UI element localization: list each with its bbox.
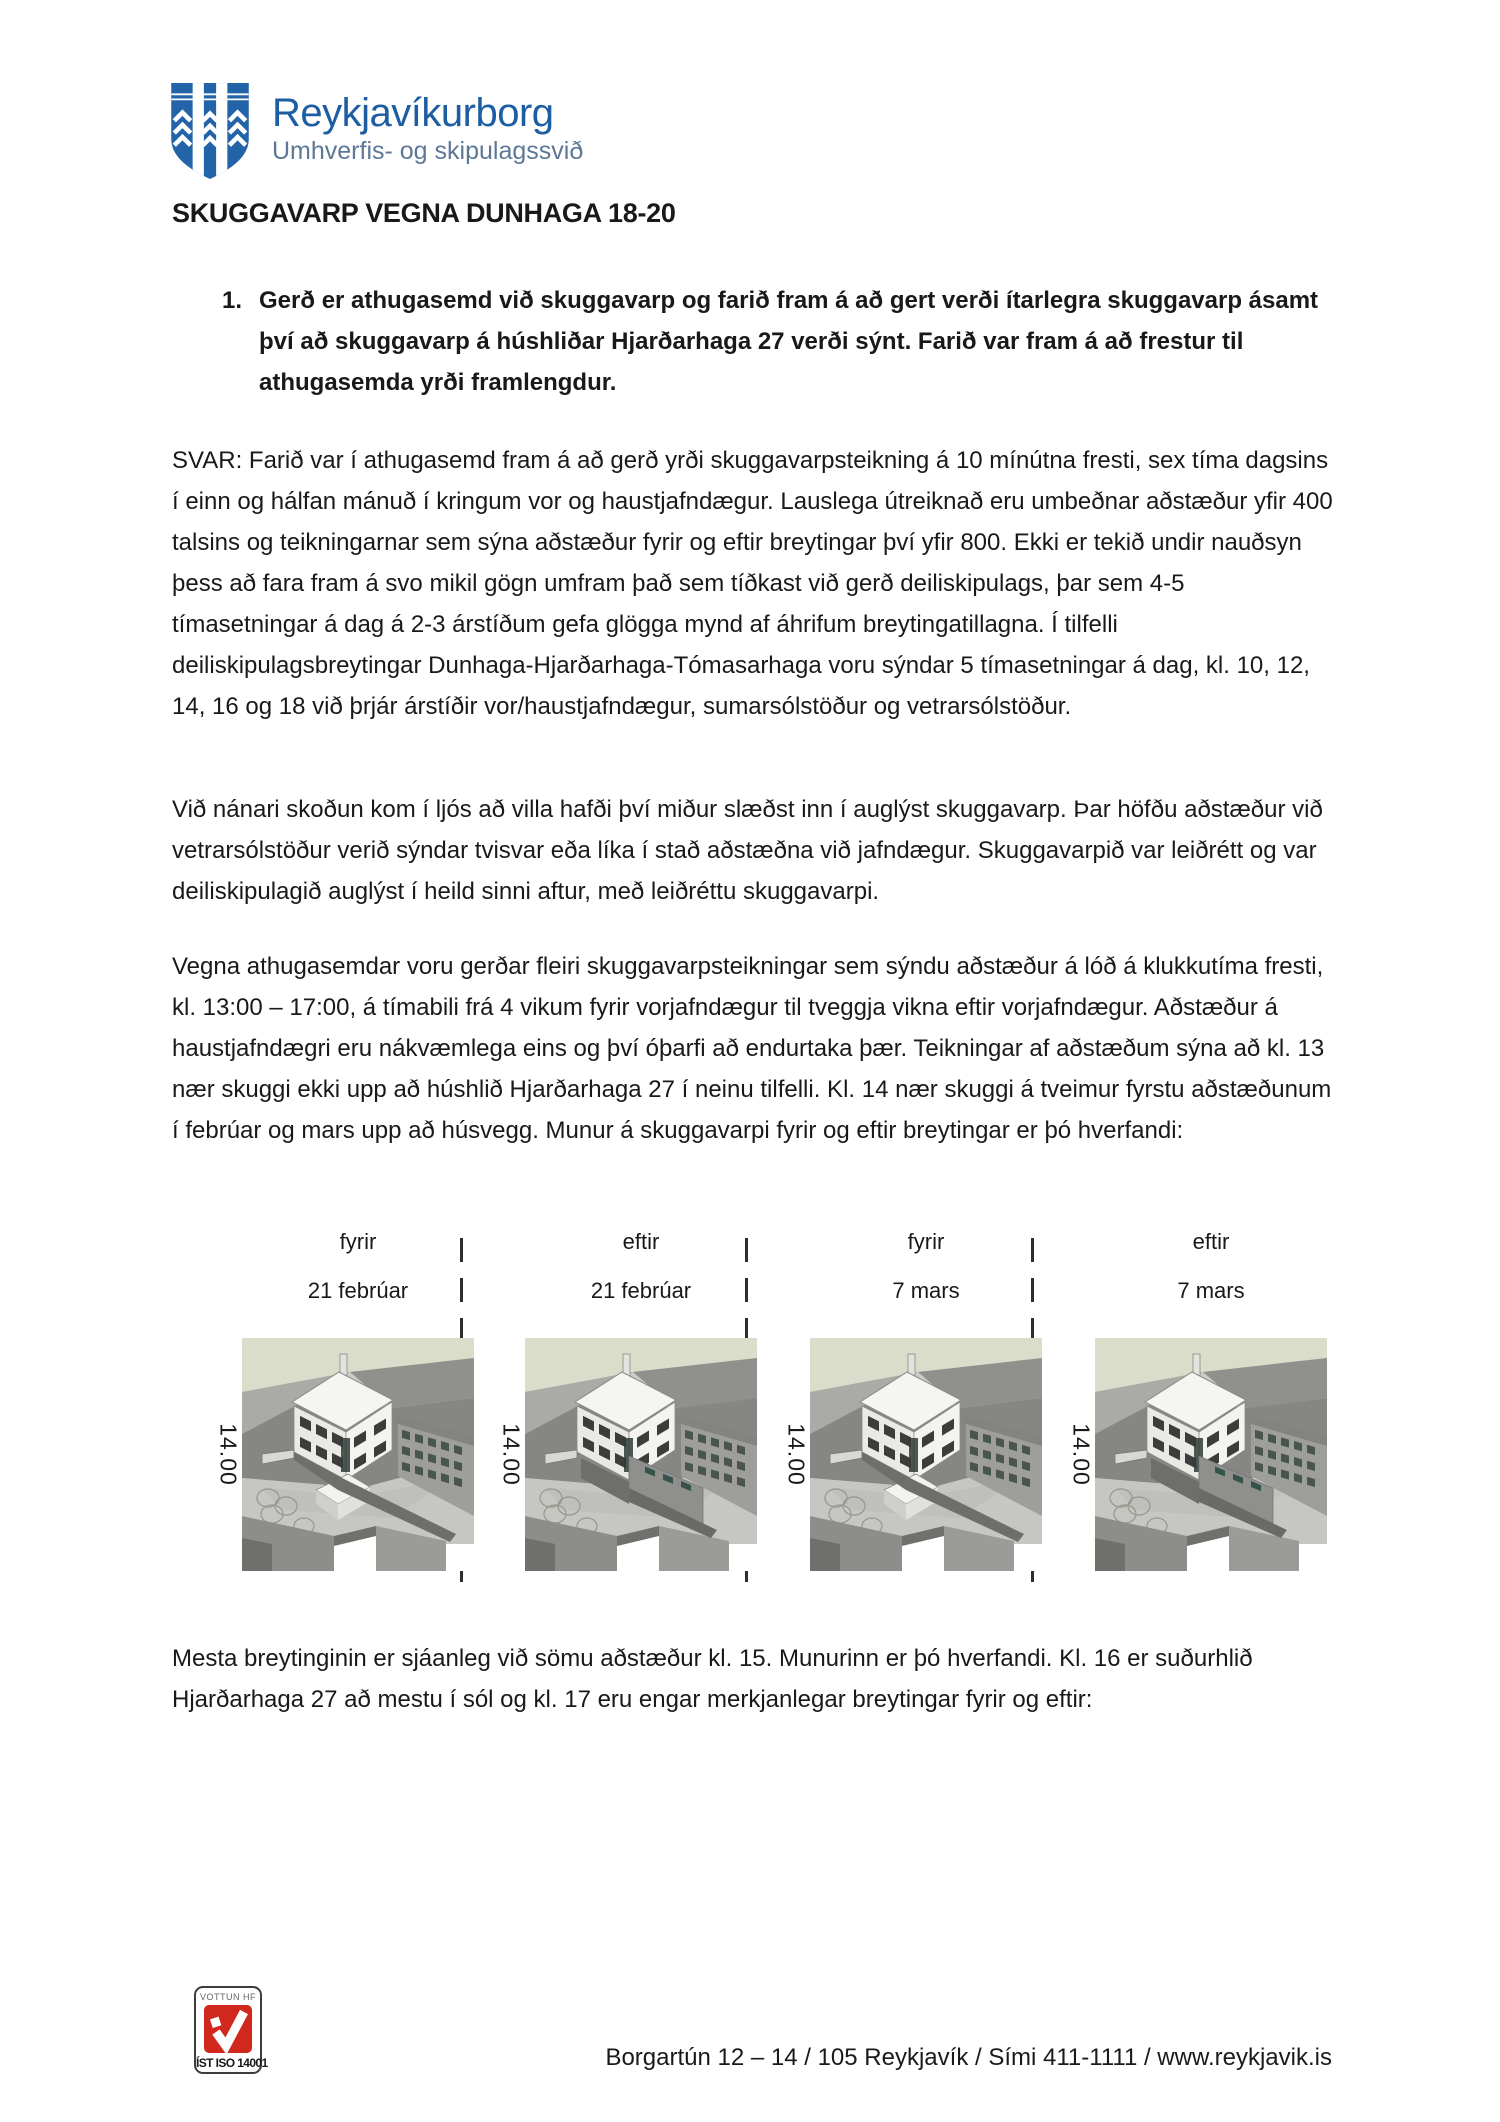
panel-time-label: 14.00	[215, 1423, 242, 1486]
panel-phase-label: fyrir	[907, 1229, 945, 1254]
paragraph-third: Vegna athugasemdar voru gerðar fleiri skuggavarpsteikningar sem sýndu aðstæður á lóð á klukkutíma fresti, kl. 13:00 – 17:00, á tímabili frá 4 vikum fyrir vorjafndægur til tveggja vikna eftir vorjafndægur. Aðstæður á haustjafndægri eru nákvæmlega eins og því óþarfi að endurtaka þær. Teikningar af aðstæðum sýna að kl. 13 nær skuggi ekki upp að húshlið Hjarðarhaga 27 í neinu tilfelli. Kl. 14 nær skuggi á tveimur fyrstu aðstæðunum í febrúar og mars upp að húsvegg. Munur á skuggavarpi fyrir og eftir breytingar er þó hverfandi:	[172, 953, 1332, 1144]
letterhead	[168, 80, 583, 182]
figure-panel-fyrir-21feb	[215, 1229, 474, 1574]
panel-date-label: 21 febrúar	[590, 1278, 692, 1303]
list-item-number: 1.	[222, 287, 243, 314]
shadow-render-image	[525, 1338, 757, 1571]
panel-date-label: 7 mars	[892, 1278, 960, 1303]
shadow-render-image	[810, 1338, 1042, 1571]
panel-time-label: 14.00	[498, 1423, 525, 1486]
closing-paragraph: Mesta breytinginin er sjáanleg við sömu aðstæður kl. 15. Munurinn er þó hverfandi. Kl. 16 er suðurhlið Hjarðarhaga 27 að mestu í sól og kl. 17 eru engar merkjanlegar breytingar fyrir og eftir:	[172, 1645, 1253, 1713]
panel-phase-label: eftir	[622, 1229, 660, 1254]
list-item-text: Gerð er athugasemd við skuggavarp og farið fram á að gert verði ítarlegra skuggavarp ásamt því að skuggavarp á húshliðar Hjarðarhaga 27 verði sýnt. Farið var fram á að frestur til athugasemda yrði framlengdur.	[259, 287, 1319, 396]
iso-badge-bottom-label: ÍST ISO 14001	[196, 2056, 268, 2070]
footer-address: Borgartún 12 – 14 / 105 Reykjavík / Sími 411-1111 / www.reykjavik.is	[605, 2044, 1332, 2071]
shadow-render-image	[1095, 1338, 1327, 1571]
logo-text	[272, 80, 583, 166]
paragraph-svar: SVAR: Farið var í athugasemd fram á að gerð yrði skuggavarpsteikning á 10 mínútna fresti, sex tíma dagsins í einn og hálfan mánuð í kringum vor og haustjafndægur. Lauslega útreiknað eru umbeðnar aðstæður yfir 400 talsins og teikningarnar sem sýna aðstæður fyrir og eftir breytingar því yfir 800. Ekki er tekið undir nauðsyn þess að fara fram á svo mikil gögn umfram það sem tíðkast við gerð deiliskipulags, þar sem 4-5 tímasetningar á dag á 2-3 árstíðum gefa glögga mynd af áhrifum breytingatillagna. Í tilfelli deiliskipulagsbreytingar Dunhaga-Hjarðarhaga-Tómasarhaga voru sýndar 5 tímasetningar á dag, kl. 10, 12, 14, 16 og 18 við þrjár árstíðir vor/haustjafndægur, sumarsólstöður og vetrarsólstöður.	[172, 447, 1333, 720]
figure-panel-eftir-7mars	[1068, 1229, 1327, 1574]
panel-time-label: 14.00	[1068, 1423, 1095, 1486]
panel-date-label: 21 febrúar	[307, 1278, 409, 1303]
iso-badge-top-label: VOTTUN HF	[200, 1992, 256, 2002]
iso-checkmark-icon	[204, 2005, 252, 2053]
division-name: Umhverfis- og skipulagssvið	[272, 137, 584, 165]
shadow-render-image	[242, 1338, 474, 1571]
iso-certification-badge	[194, 1986, 268, 2074]
document-title: SKUGGAVARP VEGNA DUNHAGA 18-20	[172, 198, 676, 228]
org-name: Reykjavíkurborg	[272, 91, 554, 135]
reykjavik-coat-of-arms-icon	[168, 80, 252, 182]
panel-time-label: 14.00	[783, 1423, 810, 1486]
list-item-1	[222, 280, 1327, 403]
figure-panel-fyrir-7mars	[783, 1229, 1042, 1574]
paragraph-second: Við nánari skoðun kom í ljós að villa hafði því miður slæðst inn í auglýst skuggavarp. Þar höfðu aðstæður við vetrarsólstöður verið sýndar tvisvar eða líka í stað aðstæðna við jafndægur. Skuggavarpið var leiðrétt og var deiliskipulagið auglýst í heild sinni aftur, með leiðréttu skuggavarpi.	[172, 796, 1323, 905]
panel-phase-label: fyrir	[339, 1229, 377, 1254]
figure-panel-eftir-21feb	[498, 1229, 757, 1574]
panel-phase-label: eftir	[1192, 1229, 1230, 1254]
panel-date-label: 7 mars	[1177, 1278, 1245, 1303]
